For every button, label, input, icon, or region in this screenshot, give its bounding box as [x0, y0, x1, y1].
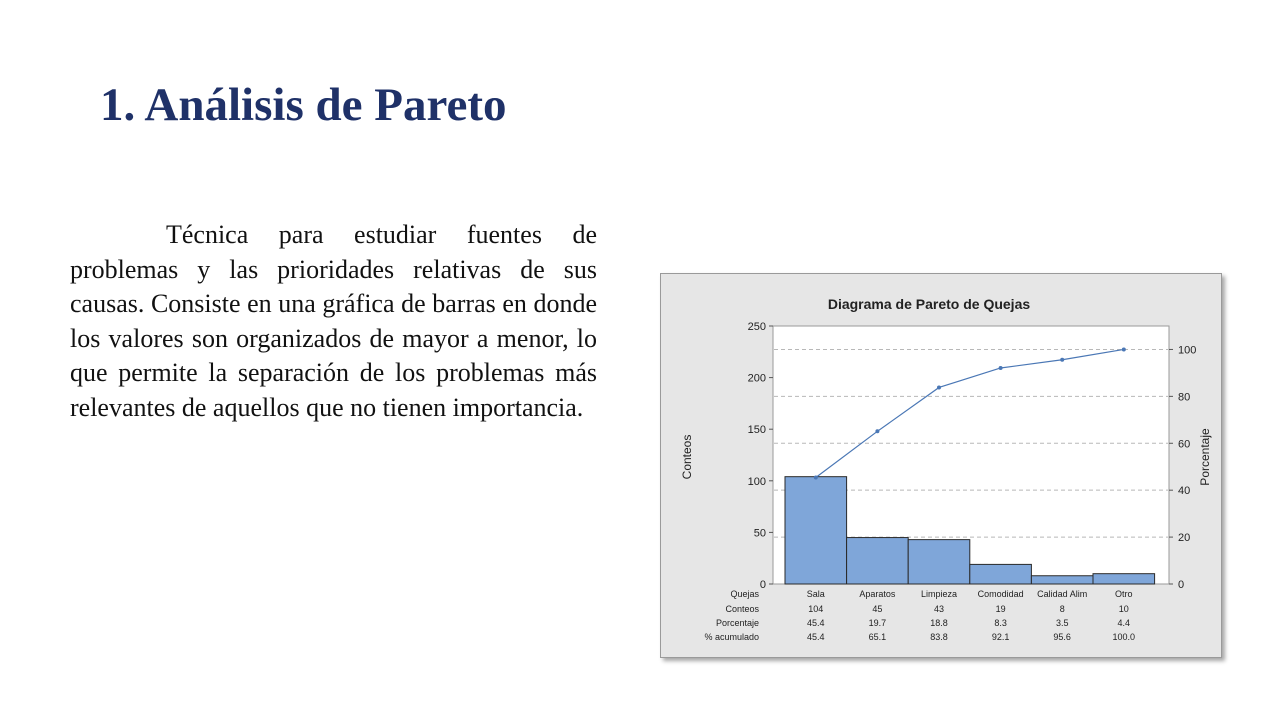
cumulative-point — [1060, 358, 1064, 362]
pareto-chart — [660, 273, 1222, 658]
table-row-label: Porcentaje — [715, 618, 759, 628]
table-acumulado-value: 95.6 — [1053, 632, 1071, 642]
table-row-label: Conteos — [725, 604, 759, 614]
cumulative-point — [814, 476, 818, 480]
table-category-label: Otro — [1115, 589, 1133, 599]
y2-tick-label: 40 — [1178, 485, 1191, 498]
table-row-label: Quejas — [730, 589, 759, 599]
y2-tick-label: 20 — [1178, 532, 1191, 545]
table-porcentaje-value: 19.7 — [868, 618, 887, 628]
y2-axis-label: Porcentaje — [1198, 428, 1212, 486]
bar-calidad-alim — [1031, 576, 1093, 584]
bar-otro — [1093, 574, 1155, 584]
cumulative-point — [875, 429, 879, 433]
table-porcentaje-value: 18.8 — [930, 618, 948, 628]
table-porcentaje-value: 8.3 — [994, 618, 1007, 628]
cumulative-point — [937, 385, 941, 389]
table-conteos-value: 45 — [872, 604, 883, 614]
y-axis-label: Conteos — [680, 434, 694, 480]
y2-tick-label: 80 — [1178, 391, 1191, 404]
table-acumulado-value: 92.1 — [991, 632, 1010, 642]
chart-title: Diagrama de Pareto de Quejas — [827, 296, 1031, 312]
y-tick-label: 250 — [747, 321, 766, 333]
bar-limpieza — [908, 540, 970, 584]
table-acumulado-value: 83.8 — [930, 632, 948, 642]
y-tick-label: 200 — [747, 372, 766, 385]
table-conteos-value: 104 — [808, 604, 824, 614]
bar-comodidad — [970, 564, 1032, 584]
table-row-label: % acumulado — [704, 632, 759, 642]
table-porcentaje-value: 3.5 — [1055, 618, 1069, 628]
table-acumulado-value: 100.0 — [1112, 632, 1136, 642]
y-tick-label: 150 — [747, 424, 766, 437]
y-tick-label: 50 — [753, 527, 766, 540]
cumulative-point — [1122, 347, 1126, 351]
table-porcentaje-value: 4.4 — [1117, 618, 1131, 628]
slide-title: 1. Análisis de Pareto — [100, 79, 507, 131]
table-acumulado-value: 65.1 — [868, 632, 887, 642]
table-category-label: Aparatos — [859, 589, 896, 599]
y-tick-label: 0 — [759, 579, 766, 591]
cumulative-point — [999, 366, 1003, 370]
table-category-label: Comodidad — [977, 589, 1024, 599]
bar-sala — [785, 477, 847, 584]
table-category-label: Calidad Alim — [1037, 589, 1088, 599]
body-paragraph: Técnica para estudiar fuentes de problemas y las prioridades relativas de sus causas. Consiste en una gráfica de barras en donde los valores son organizados de mayor a menor, lo que permite la separación de los problemas más relevantes de aquellos que no tienen importancia. — [70, 220, 597, 422]
table-conteos-value: 19 — [995, 604, 1006, 614]
table-conteos-value: 10 — [1118, 604, 1129, 614]
table-category-label: Sala — [806, 589, 825, 599]
y-tick-label: 100 — [747, 475, 766, 488]
pareto-chart-svg — [661, 274, 1221, 657]
y2-tick-label: 0 — [1178, 579, 1185, 591]
table-acumulado-value: 45.4 — [807, 632, 825, 642]
table-porcentaje-value: 45.4 — [807, 618, 825, 628]
bar-aparatos — [847, 538, 909, 584]
table-conteos-value: 43 — [933, 604, 945, 614]
y2-tick-label: 60 — [1178, 438, 1191, 451]
table-conteos-value: 8 — [1059, 604, 1065, 614]
table-category-label: Limpieza — [920, 589, 958, 599]
y2-tick-label: 100 — [1178, 344, 1197, 357]
